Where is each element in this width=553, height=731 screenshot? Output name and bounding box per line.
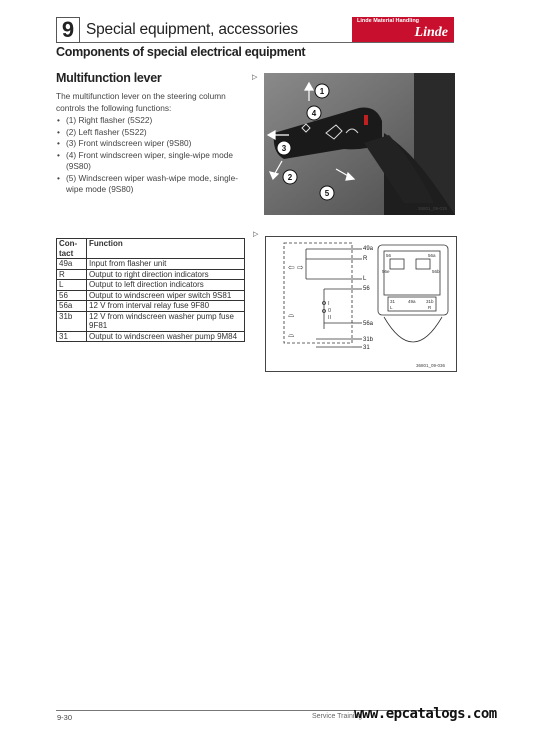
indicator-arrows-icon: ⇦ ⇨ [288,263,304,272]
figure-marker: ▷ [252,74,258,81]
table-header-row [57,239,245,259]
terminal-49a: 49a [363,246,374,252]
watermark-link[interactable]: www.epcatalogs.com [354,706,497,722]
brand-subtitle: Linde Material Handling [357,18,420,24]
figure-ref: 36801_09-035 [418,206,448,211]
svg-text:31: 31 [390,299,396,304]
svg-text:R: R [428,305,432,310]
column-header-contact: Con-tact [57,239,87,259]
svg-text:56a: 56a [428,253,436,258]
svg-text:56: 56 [386,253,392,258]
list-item: • (1) Right flasher (5S22) [57,115,153,125]
table-row: 56 Output to windscreen wiper switch 9S81 [57,290,245,301]
svg-text:49a: 49a [408,299,416,304]
list-item: • (4) Front windscreen wiper, single-wipe mode (9S80) [57,149,233,171]
brand-name: Linde [414,25,448,40]
list-item: • (3) Front windscreen wiper (9S80) [57,138,192,148]
terminal-R: R [363,256,368,262]
table-row: 56a 12 V from interval relay fuse 9F80 [57,301,245,312]
list-item: • (2) Left flasher (5S22) [57,126,147,137]
table-row: 31b 12 V from windscreen washer pump fuse 9F81 [57,311,245,331]
wiring-diagram [265,236,457,372]
terminal-L: L [363,276,367,282]
figure-marker: ▷ [253,231,259,238]
function-list [56,115,252,196]
svg-text:31b: 31b [426,299,434,304]
terminal-56a: 56a [363,321,374,327]
svg-text:0: 0 [328,308,332,314]
callout-1: 1 [319,87,325,96]
terminal-31: 31 [363,345,370,351]
page-header [56,17,454,43]
callout-5: 5 [324,189,330,198]
footer-doc: Service Training [312,713,363,720]
callout-4: 4 [311,109,317,118]
figure-ref: 36801_09-036 [416,363,446,368]
callout-2: 2 [287,173,293,182]
page-subtitle: Components of special electrical equipment [56,45,306,59]
table-row: 49a Input from flasher unit [57,259,245,270]
intro-text: The multifunction lever on the steering column controls the following functions: [56,91,226,113]
washer-icon: ⌓ [288,330,295,339]
table-row: L Output to left direction indicators [57,280,245,291]
table-row: 31 Output to windscreen washer pump 9M84 [57,331,245,342]
svg-text:II: II [328,315,332,321]
svg-text:56b: 56b [432,269,440,274]
terminal-31b: 31b [363,337,374,343]
table-row: R Output to right direction indicators [57,269,245,280]
contact-table [56,238,245,342]
terminal-56: 56 [363,286,370,292]
chapter-number: 9 [56,17,80,43]
list-item: • (5) Windscreen wiper wash-wipe mode, single-wipe mode (9S80) [57,172,238,194]
chapter-title: Special equipment, accessories [86,21,298,38]
page-number: 9-30 [57,713,73,722]
svg-text:I: I [328,301,330,307]
wiper-icon: ⌓ [288,310,295,319]
svg-text:L: L [390,305,393,310]
section-title: Multifunction lever [56,71,162,85]
callout-3: 3 [281,144,287,153]
column-header-function: Function [87,239,245,259]
lever-photo [264,73,455,215]
brand-logo [352,17,454,42]
svg-text:56e: 56e [382,269,390,274]
